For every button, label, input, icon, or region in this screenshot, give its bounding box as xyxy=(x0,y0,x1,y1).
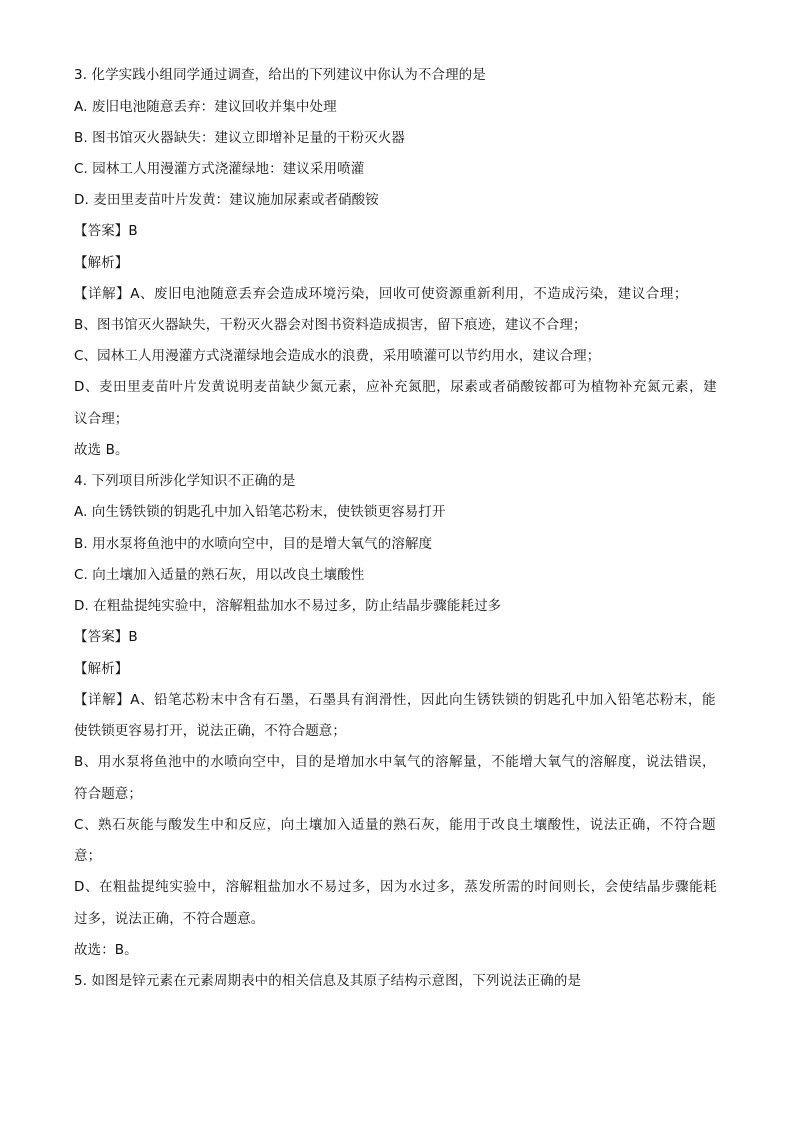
q4-option-a: A. 向生锈铁锁的钥匙孔中加入铅笔芯粉末，使铁锁更容易打开 xyxy=(74,504,446,520)
q3-option-c: C. 园林工人用漫灌方式浇灌绿地：建议采用喷灌 xyxy=(74,161,365,177)
q4-explanation-line: 过多，说法正确，不符合题意。 xyxy=(74,911,265,927)
q4-explanation-line: 符合题意； xyxy=(74,786,142,802)
q3-explanation-line: C、园林工人用漫灌方式浇灌绿地会造成水的浪费，采用喷灌可以节约用水，建议合理； xyxy=(74,348,601,364)
q3-conclusion: 故选 B。 xyxy=(74,442,129,458)
q4-explanation-line: 使铁锁更容易打开，说法正确，不符合题意； xyxy=(74,723,346,739)
q4-option-c: C. 向土壤加入适量的熟石灰，用以改良土壤酸性 xyxy=(74,567,365,583)
q4-explanation-line: B、用水泵将鱼池中的水喷向空中，目的是增加水中氧气的溶解量，不能增大氧气的溶解度，说法错误， xyxy=(74,754,717,770)
q3-analysis-label: 【解析】 xyxy=(74,255,129,271)
q4-explanation-line: D、在粗盐提纯实验中，溶解粗盐加水不易过多，因为水过多，蒸发所需的时间则长，会使结晶步骤能耗 xyxy=(74,879,718,895)
q4-explanation-line: 意； xyxy=(74,848,102,864)
q4-option-b: B. 用水泵将鱼池中的水喷向空中，目的是增大氧气的溶解度 xyxy=(74,536,433,552)
q5-stem: 5. 如图是锌元素在元素周期表中的相关信息及其原子结构示意图，下列说法正确的是 xyxy=(74,973,582,989)
q4-explanation-line: 【详解】A、铅笔芯粉末中含有石墨，石墨具有润滑性，因此向生锈铁锁的钥匙孔中加入铅笔芯粉末，能 xyxy=(74,692,717,708)
q4-answer: 【答案】B xyxy=(74,629,138,645)
q3-explanation-line: 议合理； xyxy=(74,411,129,427)
q3-explanation-line: 【详解】A、废旧电池随意丢弃会造成环境污染，回收可使资源重新利用，不造成污染，建议合理； xyxy=(74,286,688,302)
q3-option-d: D. 麦田里麦苗叶片发黄：建议施加尿素或者硝酸铵 xyxy=(74,192,379,208)
q4-analysis-label: 【解析】 xyxy=(74,661,129,677)
q4-explanation-line: C、熟石灰能与酸发生中和反应，向土壤加入适量的熟石灰，能用于改良土壤酸性，说法正确，不符合题 xyxy=(74,817,717,833)
q3-explanation-line: D、麦田里麦苗叶片发黄说明麦苗缺少氮元素，应补充氮肥，尿素或者硝酸铵都可为植物补充氮元素，建 xyxy=(74,379,718,395)
q3-option-b: B. 图书馆灭火器缺失：建议立即增补足量的干粉灭火器 xyxy=(74,130,405,146)
q3-stem: 3. 化学实践小组同学通过调查，给出的下列建议中你认为不合理的是 xyxy=(74,67,486,83)
q4-conclusion: 故选：B。 xyxy=(74,942,138,958)
q3-option-a: A. 废旧电池随意丢弃：建议回收并集中处理 xyxy=(74,99,337,115)
q3-explanation-line: B、图书馆灭火器缺失，干粉灭火器会对图书资料造成损害，留下痕迹，建议不合理； xyxy=(74,317,587,333)
q4-option-d: D. 在粗盐提纯实验中，溶解粗盐加水不易过多，防止结晶步骤能耗过多 xyxy=(74,598,502,614)
q3-answer: 【答案】B xyxy=(74,223,138,239)
q4-stem: 4. 下列项目所涉化学知识不正确的是 xyxy=(74,473,296,489)
